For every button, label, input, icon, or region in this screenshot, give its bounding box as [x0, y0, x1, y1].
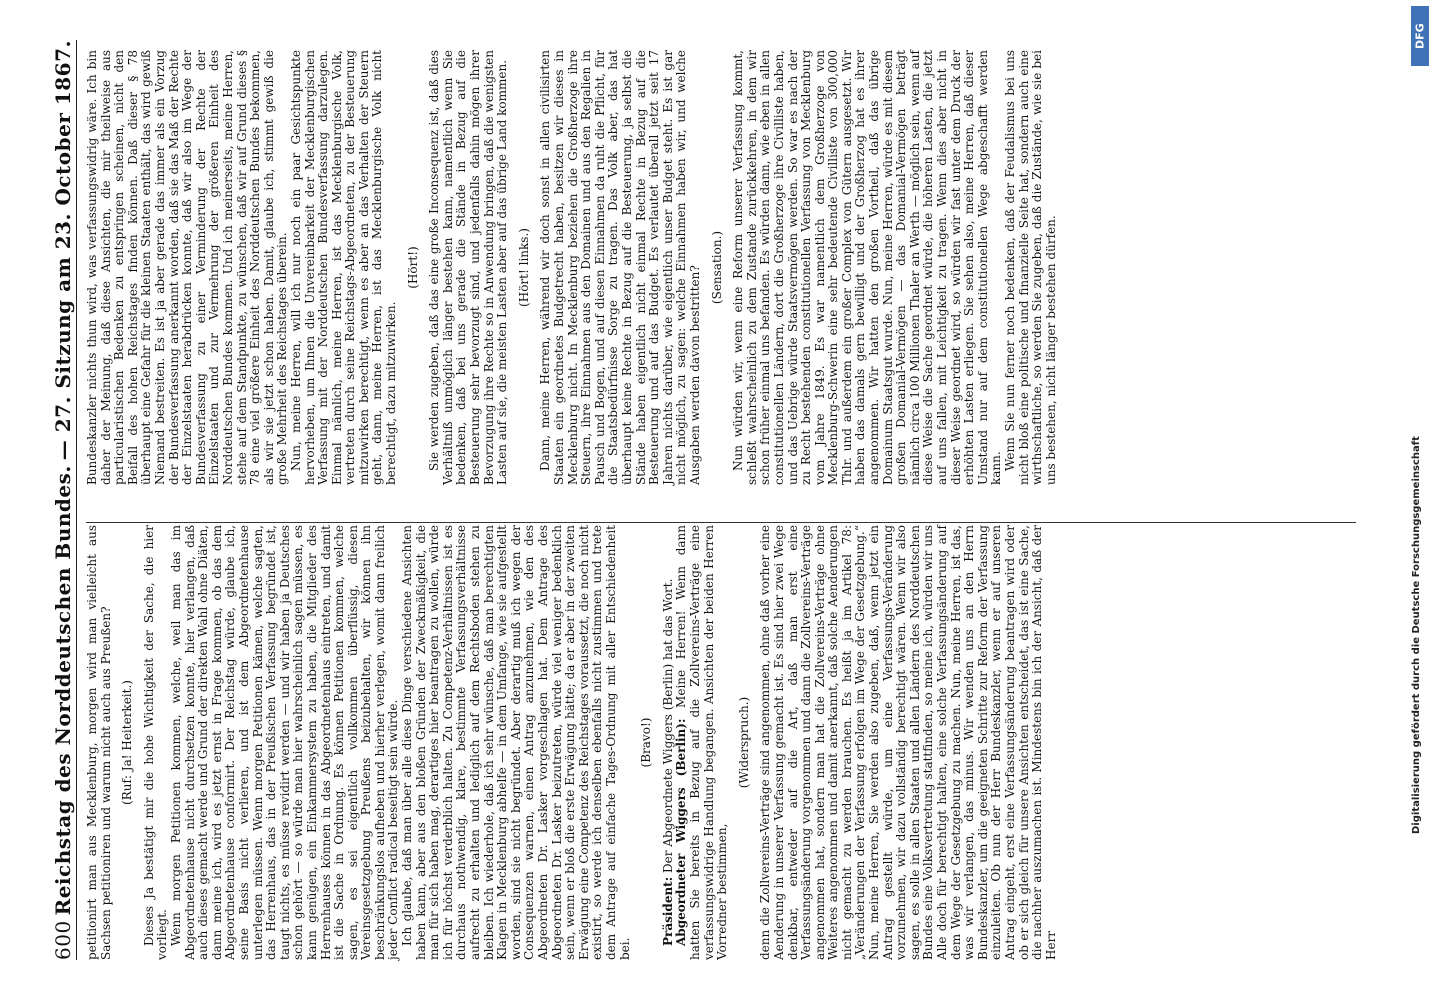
speaker-name: Abgeordneter Wiggers (Berlin):	[674, 718, 689, 946]
dfg-logo: DFG	[1411, 6, 1429, 66]
interjection: (Ruf: Ja! Heiterkeit.)	[120, 680, 135, 805]
page-number: 600	[51, 920, 75, 960]
paragraph: Wenn Sie nun ferner noch bedenken, daß der Feudalismus bei uns nicht bloß eine politische und finanzielle Seite hat, sondern auch eine wirthschaftliche, so werden Sie zugeben, daß die Zustände, wie sie bei uns bestehen, nicht länger bestehen dürfen.	[1003, 50, 1058, 485]
interjection: (Sensation.)	[709, 230, 724, 305]
paragraph: denn die Zollvereins-Verträge sind angenommen, ohne daß vorher eine Aenderung in unserer Verfassung gemacht ist. Es sind hier zwei Wege denkbar, entweder auf die Art, daß man erst eine Verfassungsänderung vorgenommen und dann die Zollvereins-Verträge angenommen hat, sondern man hat die Zollvereins-Verträge ohne Weiteres angenommen und damit anerkannt, daß solche Aenderungen nicht gemacht zu werden brauchen. Es heißt ja im Artikel 78: „Veränderungen der Verfassung erfolgen im Wege der Gesetzgebung.“ Nun, meine Herren, Sie werden also zugeben, daß, wenn jetzt ein Antrag gestellt würde, um eine Verfassungs-Veränderung vorzunehmen, wir dazu vollständig berechtigt wären. Wenn wir also sagen, es solle in allen Staaten und allen Ländern des Norddeutschen Bundes eine Volksvertretung stattfinden, so meine ich, würden wir uns Alle doch für berechtigt halten, eine solche Verfassungsänderung auf dem Wege der Gesetzgebung zu machen. Nun, meine Herren, ist das, was wir verlangen, das minus. Wir wenden uns an den Herrn Bundeskanzler, um die geeigneten Schritte zur Reform der Verfassung einzuleiten. Ob nun der Herr Bundeskanzler, wenn er auf unseren Antrag eingeht, erst eine Verfassungsänderung beantragen wird oder ob er sich gleich für unsere Ansichten entscheidet, das ist eine Sache, die nachher auszumachen ist. Mindestens bin ich der Ansicht, daß der Herr	[758, 525, 1058, 960]
paragraph: petitionirt man aus Mecklenburg, morgen wird man vielleicht aus Sachsen petitioniren und warum nicht auch aus Preußen?	[85, 525, 113, 960]
speaker-name: Präsident:	[660, 876, 675, 946]
interjection: (Hört!)	[405, 246, 420, 289]
speaker-statement	[675, 525, 729, 960]
speech-text: Meine Herren! Wenn dann hatten Sie bereits in Bezug auf die Zollvereins-Verträge eine verfassungswidrige Handlung begangen. Ansichten der beiden Herren Vorredner bestimmen,	[674, 525, 730, 960]
right-column	[86, 50, 1058, 485]
left-column	[86, 525, 1058, 960]
paragraph: Bundeskanzler nichts thun wird, was verfassungswidrig wäre. Ich bin daher der Meinung, daß diese Ansichten, die mir theilweise aus particularistischen Bedenken zu entspringen scheinen, nicht den Beifall des hohen Reichstages finden können. Daß dieser § 78 überhaupt eine Gefahr für die kleinen Staaten enthält, das wird gewiß Niemand bestreiten. Es ist ja aber gerade das immer als ein Vorzug der Bundesverfassung anerkannt worden, daß sie das Maß der Rechte der Einzelstaaten herabdrücken konnte, daß wir also im Wege der Bundesverfassung zu einer Verminderung der Rechte der Einzelstaaten und zur Vermehrung der größeren Einheit des Norddeutschen Bundes kommen. Und ich meinerseits, meine Herren, stehe auf dem Standpunkte, zu wünschen, daß wir auf Grund dieses § 78 eine viel größere Einheit des Norddeutschen Bundes bekommen, als wir sie jetzt schon haben. Damit, glaube ich, stimmt gewiß die große Mehrheit des Reichstages überein.	[85, 50, 290, 485]
column-divider	[86, 522, 1356, 523]
interjection: (Widerspruch.)	[736, 696, 751, 789]
digitization-note: Digitalisierung gefördert durch die Deutsche Forschungsgemeinschaft	[1411, 436, 1422, 834]
paragraph: Nun würden wir, wenn eine Reform unserer Verfassung kommt, schleßt wahrscheinlich zu dem Zustande zurückkehren, in dem wir schon früher einmal uns befanden. Es würden dann, wie eben in allen constitutionellen Ländern, dort die Großherzoge ihre Civilliste haben, und das Uebrige würde Staatsvermögen werden. So war es nach der zu Recht bestehenden constitutionellen Verfassung von Mecklenburg vom Jahre 1849. Es war namentlich dem Großherzoge von Mecklenburg-Schwerin eine sehr bedeutende Civilliste von 300,000 Thlr. und außerdem ein großer Complex von Gütern ausgesetzt. Wir haben das damals gern bewilligt und der Großherzog hat es ihrer angenommen. Wir hatten den großen Vortheil, daß das übrige Domainum Staatsgut wurde. Nun, meine Herren, würde es mit diesem großen Domanial-Vermögen — das Domanial-Vermögen beträgt nämlich circa 100 Millionen Thaler an Werth — möglich sein, wenn auf diese Weise die Sache geordnet würde, die höheren Lasten, die jetzt auf uns fallen, mit Leichtigkeit zu tragen. Wenn dies aber nicht in dieser Weise geordnet wird, so würden wir fast unter dem Druck der erhöhten Lasten erliegen. Sie sehen also, meine Herren, daß dieser Umstand nur auf dem constitutionellen Wege abgeschafft werden kann.	[731, 50, 1004, 485]
interjection: (Bravo!)	[639, 717, 654, 768]
running-title-left: Reichstag des Norddeutschen Bundes.	[51, 465, 75, 916]
paragraph: Ich glaube, daß man über alle diese Dinge verschiedene Ansichten haben kann, aber aus den bloßen Gründen der Zweckmäßigkeit, die man für sich haben mag, derartiges hier beantragen zu wollen, würde ich für höchst verderblich halten. Zu Competenz-Verhältnissen ist es durchaus nothwendig, klare, bestimmte Verfassungsverhältnisse aufrecht zu erhalten und lediglich auf dem Rechtsboden stehen zu bleiben. Ich wiederhole, daß ich sehr wünsche, daß man berechtigten Klagen in Mecklenburg abhelfe — in dem Umfange, wie sie aufgestellt worden, sind sie nicht begründet. Aber derartig muß ich wegen der Consequenzen warnen, einen Antrag anzunehmen, wie den des Abgeordneten Dr. Lasker vorgeschlagen hat. Dem Antrage des Abgeordneten Dr. Lasker beizutreten, würde viel weniger bedenklich sein, wenn er bloß die erste Erwägung hätte; da er aber in der zweiten Erwägung eine Competenz des Reichstages voraussetzt, die noch nicht existirt, so werde ich denselben ebenfalls nicht zustimmen und trete dem Antrage auf einfache Tages-Ordnung mit aller Entschiedenheit bei.	[400, 525, 632, 960]
speech-text: Der Abgeordnete Wiggers (Berlin) hat das Wort.	[660, 578, 675, 873]
president-statement	[662, 525, 676, 960]
paragraph: Dann, meine Herren, während wir doch sonst in allen civilisirten Staaten ein geordnetes Budgetrecht haben, besitzen wir dieses in Mecklenburg nicht. In Mecklenburg beziehen die Großherzoge ihre Steuern, ihre Einnahmen aus den Domainen und aus den Regalien in Pausch und Bogen, und auf diesen Einnahmen da ruht die Pflicht, für die Staatsbedürfnisse Sorge zu tragen. Das Volk aber, das hat überhaupt keine Rechte in Bezug auf die Besteuerung, ja selbst die Stände haben eigentlich nicht einmal Rechte in Bezug auf die Besteuerung und auf das Budget. Es verlautet überall jetzt seit 17 Jahren nichts darüber, wie eigentlich unser Budget steht. Es ist gar nicht möglich, zu sagen: welche Einnahmen haben wir, und welche Ausgaben werden davon bestritten?	[538, 50, 702, 485]
paragraph: Wenn morgen Petitionen kommen, welche, weil man das im Abgeordnetenhause nicht durchsetzen konnte, hier verlangen, daß auch dieses gemacht werde und Grund der direkten Wahl ohne Diäten, dann meine ich, wird es jetzt ernst in Frage kommen, ob das dem Abgeordnetenhause conformirt. Der Reichstag würde, glaube ich, seine Basis nicht verlieren, und ist dem Abgeordnetenhause unterlegen müssen. Wenn morgen Petitionen kämen, welche sagten, das Herrenhaus, das in der Preußischen Verfassung begründet ist, taugt nichts, es müsse revidirt werden — und wir haben ja Deutsches schon gehört — so würde man hier wahrscheinlich sagen müssen, es kann genügen, ein Einkammersystem zu haben, die Mitglieder des Herrenhauses können in das Abgeordnetenhaus eintreten, und damit ist die Sache in Ordnung. Es können Petitionen kommen, welche sagen, es sei eigentlich vollkommen überflüssig, diesen Vereinsgesetzgebung Preußens beizubehalten, wir können ihn beschränkungslos aufheben und hierher verlegen, womit dann freilich jeder Conflict radical beseitigt sein würde.	[168, 525, 401, 960]
paragraph: Dieses Ja bestätigt mir die hohe Wichtigkeit der Sache, die hier vorliegt.	[141, 525, 170, 960]
page-header	[42, 40, 77, 960]
paragraph: Sie werden zugeben, daß das eine große Inconsequenz ist, daß dies Verhältniß unmöglich länger bestehen kann, namentlich wenn Sie bedenken, daß bei uns gerade die Stände in Bezug auf die Besteuerung sehr bevorzugt sind, und jedenfalls dahin mögen ihrer Bevorzugung ihre Rechte so in Anwendung bringen, daß die wenigsten Lasten auf sie, die meisten Lasten aber auf das übrige Land kommen.	[427, 50, 510, 485]
interjection: (Hört! links.)	[516, 228, 531, 307]
running-title-right: — 27. Sitzung am 23. October 1867.	[51, 40, 75, 461]
paragraph: Nun, meine Herren, will ich nur noch ein paar Gesichtspunkte hervorheben, um Ihnen die Unvereinbarkeit der Mecklenburgischen Verfassung mit der Norddeutschen Bundesverfassung darzulegen. Einmal nämlich, meine Herren, ist das Mecklenburgische Volk, vertreten durch seine Reichstags-Abgeordneten, zu der Besteuerung mitzuwirken berechtigt, wenn es aber an das Verhalten der Steuern geht, dann, meine Herren, ist das Mecklenburgische Volk nicht berechtigt, dazu mitzuwirken.	[288, 50, 399, 485]
